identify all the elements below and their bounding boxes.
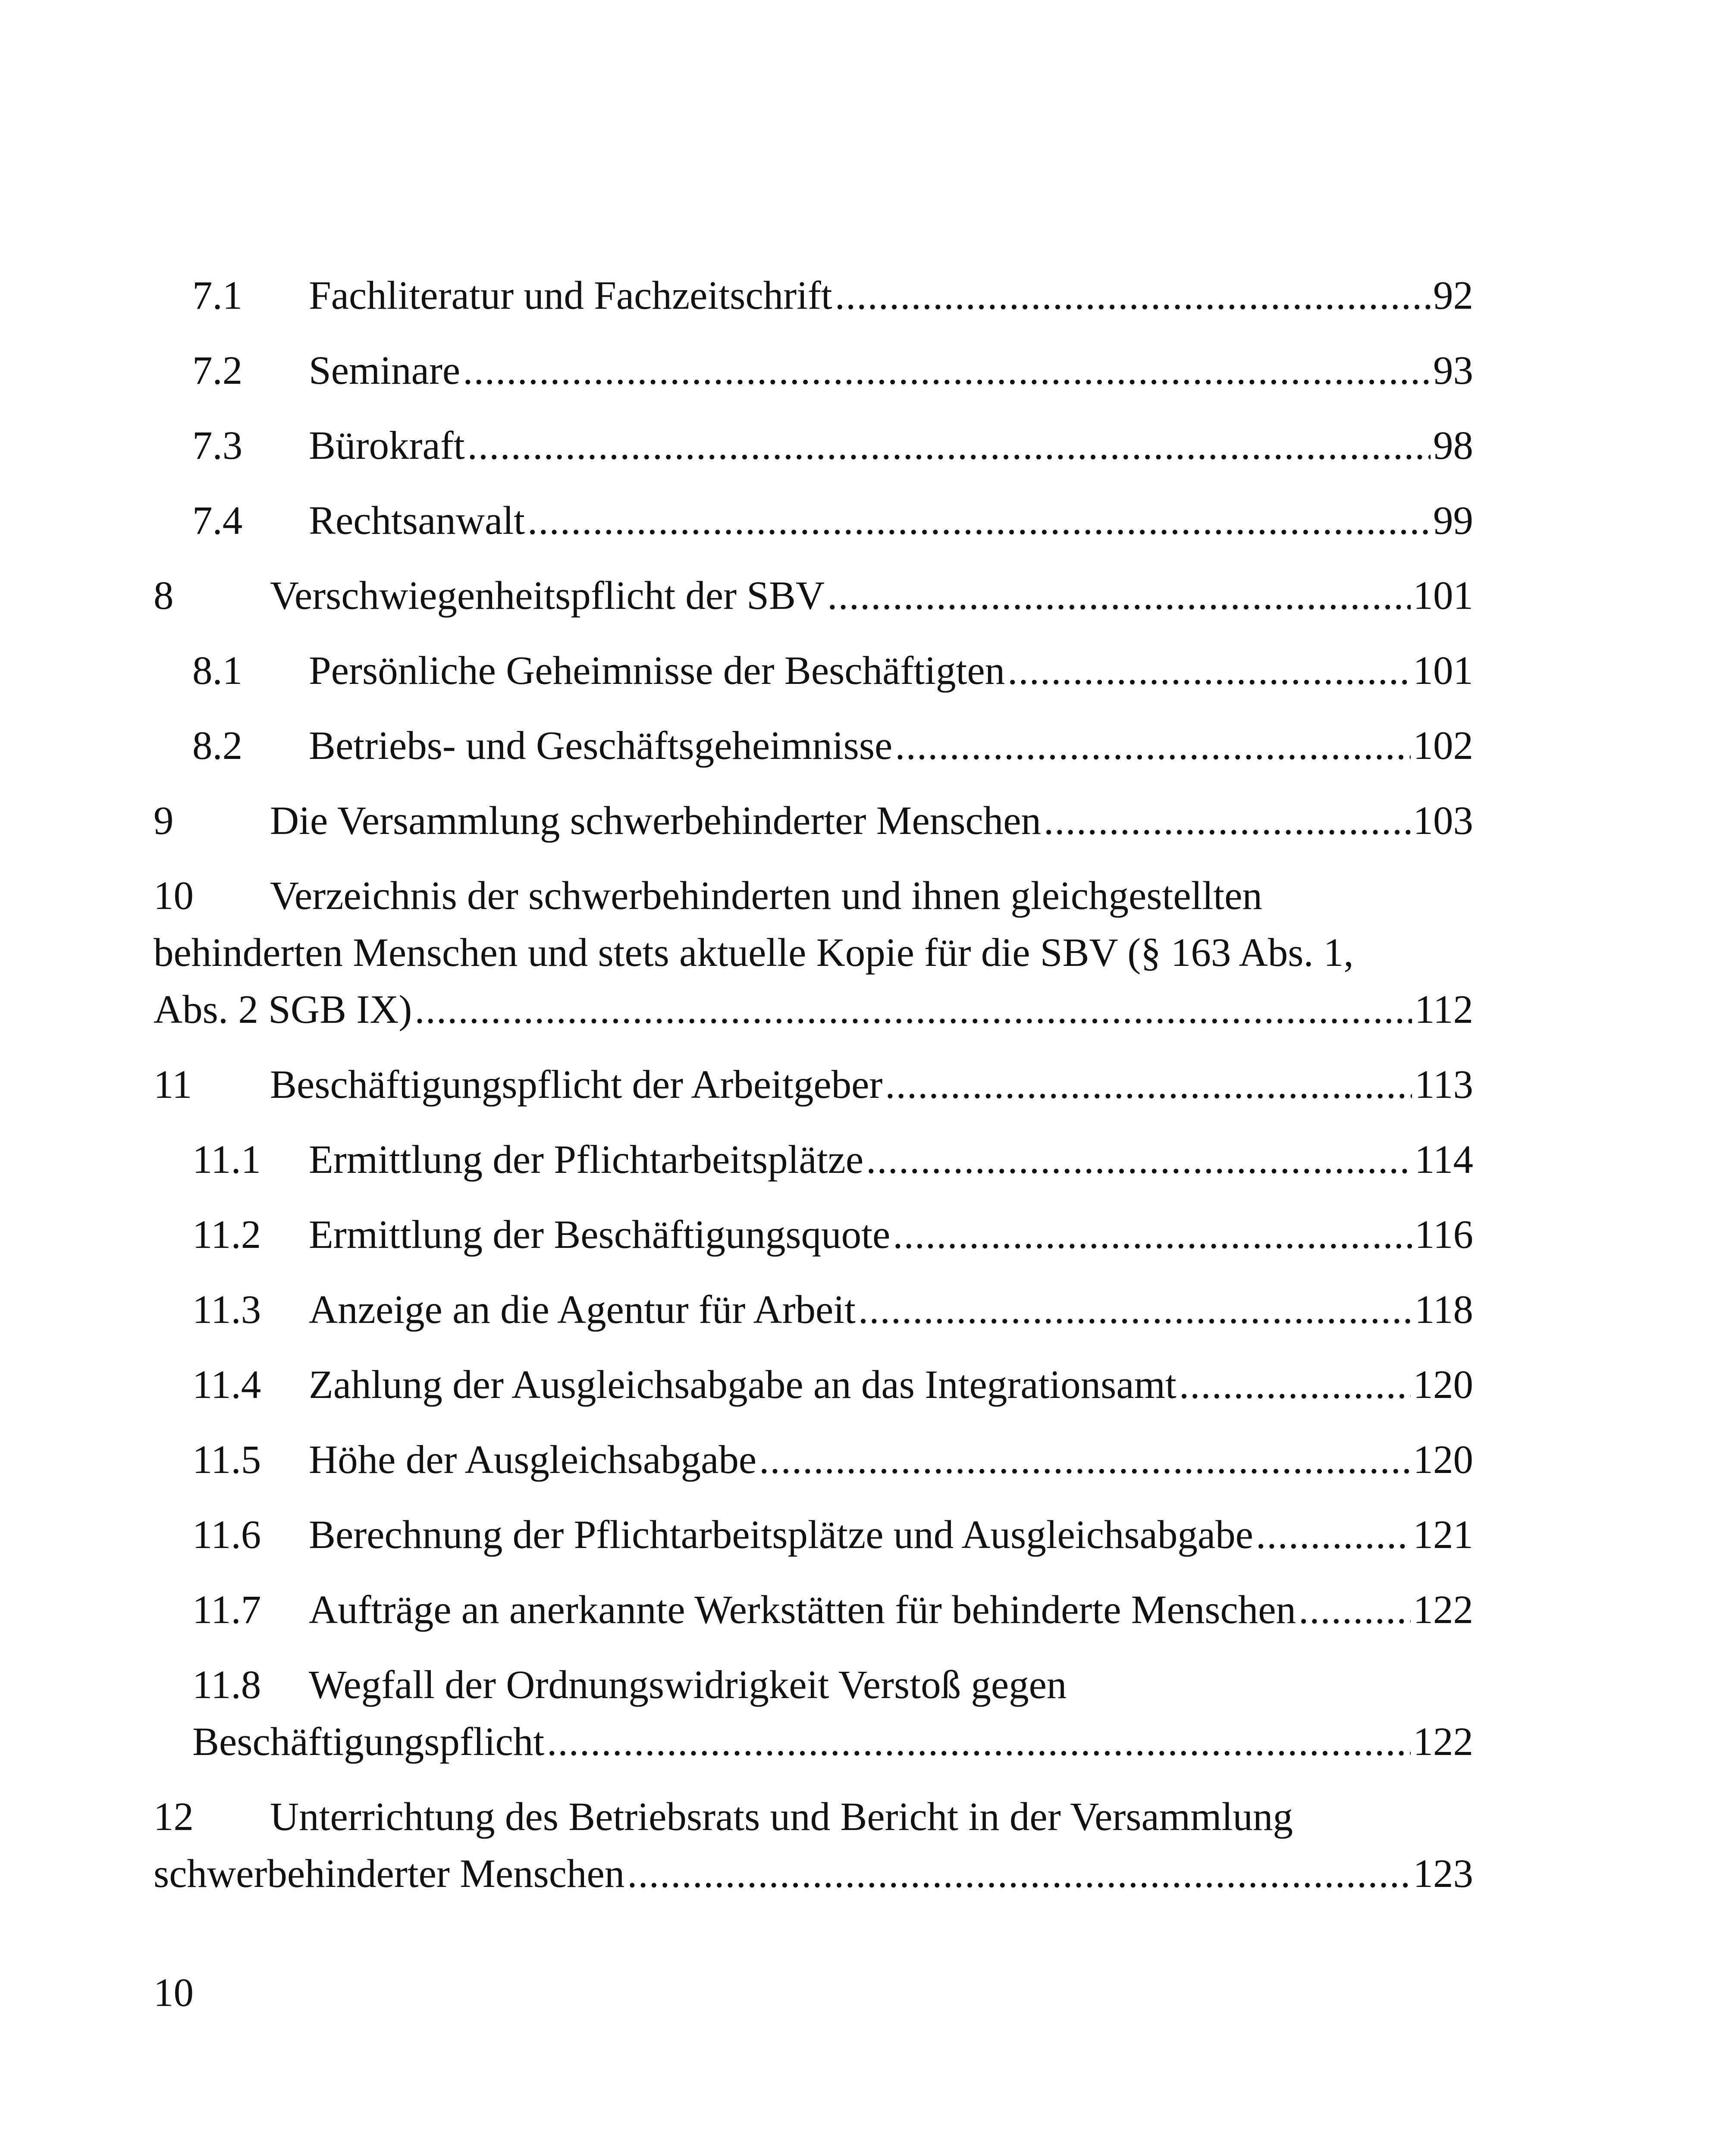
entry-title-line-2: Beschäftigungspflicht xyxy=(192,1720,545,1764)
toc-entry[interactable] xyxy=(154,793,1473,849)
entry-number: 7.4 xyxy=(192,498,243,543)
dot-leader xyxy=(895,718,1410,774)
entry-title: Seminare xyxy=(309,348,461,393)
dot-leader xyxy=(1256,1507,1411,1564)
dot-leader xyxy=(468,417,1431,474)
entry-number: 11.8 xyxy=(192,1663,261,1707)
toc-entry[interactable] xyxy=(154,342,1473,399)
entry-title: Rechtsanwalt xyxy=(309,498,525,543)
toc-entry[interactable] xyxy=(154,718,1473,774)
entry-title: Höhe der Ausgleichsabgabe xyxy=(309,1438,757,1482)
entry-number: 11.1 xyxy=(192,1138,261,1182)
entry-number: 11.3 xyxy=(192,1288,261,1332)
entry-title: Bürokraft xyxy=(309,423,465,468)
toc-entry[interactable] xyxy=(154,1206,1473,1263)
toc-entry[interactable] xyxy=(154,1507,1473,1564)
entry-page: 122 xyxy=(1413,1588,1473,1632)
toc-entry[interactable] xyxy=(154,567,1473,624)
dot-leader xyxy=(1179,1357,1411,1413)
dot-leader xyxy=(858,1282,1412,1338)
entry-page: 113 xyxy=(1414,1062,1473,1107)
dot-leader xyxy=(527,492,1431,549)
entry-page: 93 xyxy=(1433,348,1473,393)
dot-leader xyxy=(414,981,1412,1038)
entry-title: Berechnung der Pflichtarbeitsplätze und Ausgleichsabgabe xyxy=(309,1513,1253,1557)
entry-page: 92 xyxy=(1433,273,1473,318)
entry-title: Betriebs- und Geschäftsgeheimnisse xyxy=(309,724,893,768)
entry-title-line-2: schwerbehinderter Menschen xyxy=(154,1852,625,1896)
dot-leader xyxy=(1044,793,1411,849)
entry-title: Aufträge an anerkannte Werkstätten für behinderte Menschen xyxy=(309,1588,1296,1632)
toc-entry[interactable] xyxy=(154,642,1473,699)
entry-title: Die Versammlung schwerbehinderter Menschen xyxy=(270,799,1041,843)
entry-number: 11.6 xyxy=(192,1513,261,1557)
entry-number: 11 xyxy=(154,1062,192,1107)
entry-number: 9 xyxy=(154,799,174,843)
entry-number: 11.2 xyxy=(192,1213,261,1257)
toc-entry[interactable] xyxy=(154,1582,1473,1639)
toc-entry[interactable] xyxy=(154,1432,1473,1489)
page-number: 10 xyxy=(154,1971,194,2015)
dot-leader xyxy=(463,342,1431,399)
entry-number: 10 xyxy=(154,874,194,918)
entry-title: Ermittlung der Beschäftigungsquote xyxy=(309,1213,891,1257)
entry-title: Persönliche Geheimnisse der Beschäftigten xyxy=(309,649,1005,693)
entry-page: 102 xyxy=(1413,724,1473,768)
toc-entry[interactable] xyxy=(154,1056,1473,1113)
entry-number: 8.1 xyxy=(192,649,243,693)
entry-title-line-1: Unterrichtung des Betriebsrats und Bericht in der Versammlung xyxy=(270,1795,1293,1839)
entry-number: 7.3 xyxy=(192,423,243,468)
entry-page: 121 xyxy=(1413,1513,1473,1557)
dot-leader xyxy=(1299,1582,1411,1639)
dot-leader xyxy=(835,267,1431,324)
entry-page: 120 xyxy=(1413,1363,1473,1407)
entry-title: Ermittlung der Pflichtarbeitsplätze xyxy=(309,1138,864,1182)
toc-entry[interactable] xyxy=(154,1282,1473,1338)
dot-leader xyxy=(866,1131,1412,1188)
entry-title-line-1: Wegfall der Ordnungswidrigkeit Verstoß gegen xyxy=(309,1663,1067,1707)
entry-number: 11.5 xyxy=(192,1438,261,1482)
entry-page: 112 xyxy=(1414,987,1473,1032)
toc-entry[interactable] xyxy=(154,417,1473,474)
dot-leader xyxy=(827,567,1410,624)
entry-title-line-3: Abs. 2 SGB IX) xyxy=(154,987,412,1032)
dot-leader xyxy=(759,1432,1410,1489)
entry-number: 7.2 xyxy=(192,348,243,393)
entry-title: Verschwiegenheitspflicht der SBV xyxy=(270,573,825,618)
toc-entry[interactable] xyxy=(154,492,1473,549)
entry-page: 101 xyxy=(1413,649,1473,693)
entry-number: 12 xyxy=(154,1795,194,1839)
dot-leader xyxy=(893,1206,1412,1263)
entry-title: Fachliteratur und Fachzeitschrift xyxy=(309,273,832,318)
table-of-contents xyxy=(154,267,1473,1921)
toc-entry[interactable] xyxy=(154,1131,1473,1188)
entry-page: 101 xyxy=(1413,573,1473,618)
toc-entry[interactable] xyxy=(154,1789,1473,1902)
entry-title: Zahlung der Ausgleichsabgabe an das Integrationsamt xyxy=(309,1363,1177,1407)
dot-leader xyxy=(1007,642,1410,699)
entry-number: 7.1 xyxy=(192,273,243,318)
entry-title: Beschäftigungspflicht der Arbeitgeber xyxy=(270,1062,883,1107)
entry-number: 11.7 xyxy=(192,1588,261,1632)
entry-number: 8 xyxy=(154,573,174,618)
entry-number: 11.4 xyxy=(192,1363,261,1407)
entry-page: 99 xyxy=(1433,498,1473,543)
entry-number: 8.2 xyxy=(192,724,243,768)
toc-entry[interactable] xyxy=(154,1357,1473,1413)
toc-entry[interactable] xyxy=(154,267,1473,324)
entry-page: 114 xyxy=(1414,1138,1473,1182)
toc-entry[interactable] xyxy=(154,868,1473,1038)
entry-page: 116 xyxy=(1414,1213,1473,1257)
entry-title-line-2: behinderten Menschen und stets aktuelle Kopie für die SBV (§ 163 Abs. 1, xyxy=(154,931,1354,975)
entry-title: Anzeige an die Agentur für Arbeit xyxy=(309,1288,856,1332)
entry-page: 98 xyxy=(1433,423,1473,468)
entry-page: 122 xyxy=(1413,1720,1473,1764)
entry-page: 118 xyxy=(1414,1288,1473,1332)
dot-leader xyxy=(885,1056,1412,1113)
dot-leader xyxy=(627,1846,1410,1902)
entry-page: 120 xyxy=(1413,1438,1473,1482)
entry-page: 103 xyxy=(1413,799,1473,843)
entry-title-line-1: Verzeichnis der schwerbehinderten und ihnen gleichgestellten xyxy=(270,874,1262,918)
entry-page: 123 xyxy=(1413,1852,1473,1896)
toc-entry[interactable] xyxy=(154,1657,1473,1771)
dot-leader xyxy=(547,1714,1410,1771)
